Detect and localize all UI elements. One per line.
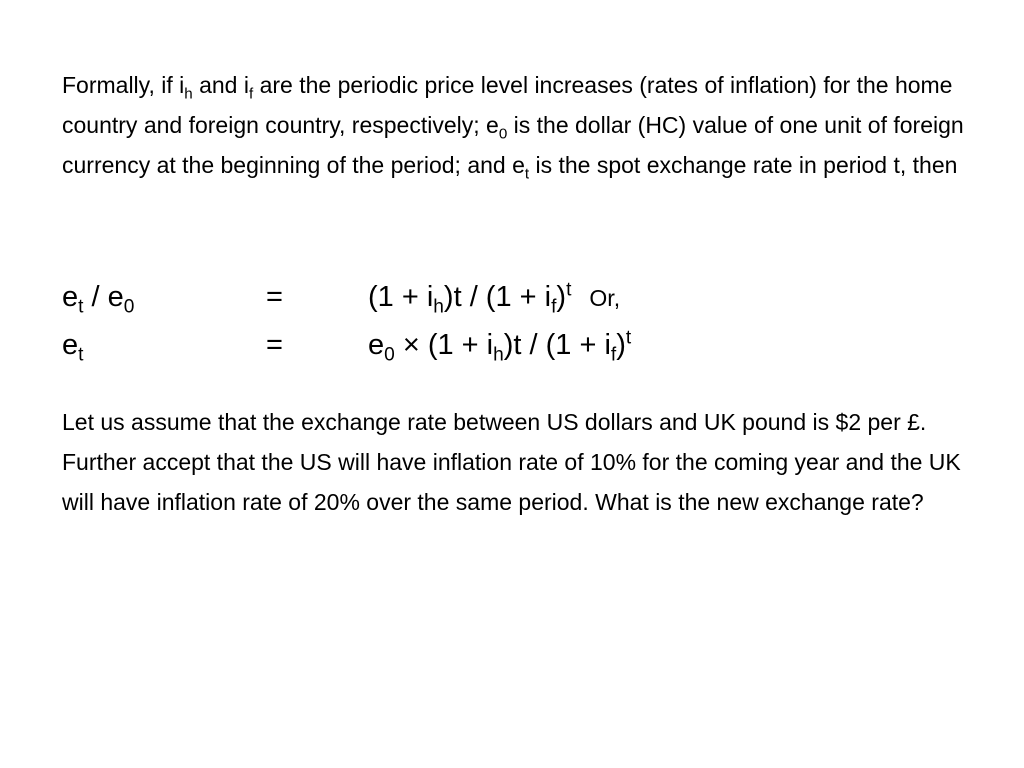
text-run: (1 + i [368,281,434,313]
or-label: Or, [589,285,621,311]
text-run: )t / (1 + i [443,281,552,313]
subscript-0: 0 [498,125,508,143]
symbol-e: e [368,329,385,361]
subscript-t: t [78,296,84,318]
text-run: ) [616,329,626,361]
equation-rhs [368,323,631,367]
symbol-e: e [62,329,79,361]
text-run: Formally, if i [62,72,185,98]
equation-lhs [62,275,134,319]
subscript-0: 0 [384,344,395,366]
equals-sign: = [266,329,283,361]
example-paragraph: Let us assume that the exchange rate between US dollars and UK pound is $2 per £. Further accept that the US will have inflation rate of 10% for the coming year and the UK will have inflation rate of 20% over the same period. What is the new exchange rate? [62,409,961,515]
equation-lhs [62,323,83,367]
superscript-t: t [625,327,632,349]
superscript-t: t [566,279,572,301]
symbol-e: e [62,281,79,313]
subscript-f: f [551,296,557,318]
subscript-0: 0 [123,296,135,318]
subscript-t: t [524,165,530,183]
text-run: )t / (1 + i [503,329,611,361]
subscript-f: f [248,85,254,103]
text-run: are the periodic price level increases (rates of inflation) for the home country and foreign country, respectively; e [62,72,953,138]
text-run: ) [556,281,567,313]
subscript-h: h [433,296,444,318]
text-run: × (1 + i [394,329,494,361]
text-run: and i [192,72,249,98]
subscript-h: h [493,344,504,366]
symbol-divide-e: / e [83,281,124,313]
equation-rhs [368,275,620,320]
subscript-t: t [78,344,84,366]
definition-paragraph [62,65,972,185]
equals-sign: = [266,281,283,313]
text-run: is the spot exchange rate in period t, then [529,152,958,178]
subscript-h: h [184,85,193,103]
subscript-f: f [610,344,617,366]
text-run: is the dollar (HC) value of one unit of foreign currency at the beginning of the period; and e [62,112,964,178]
